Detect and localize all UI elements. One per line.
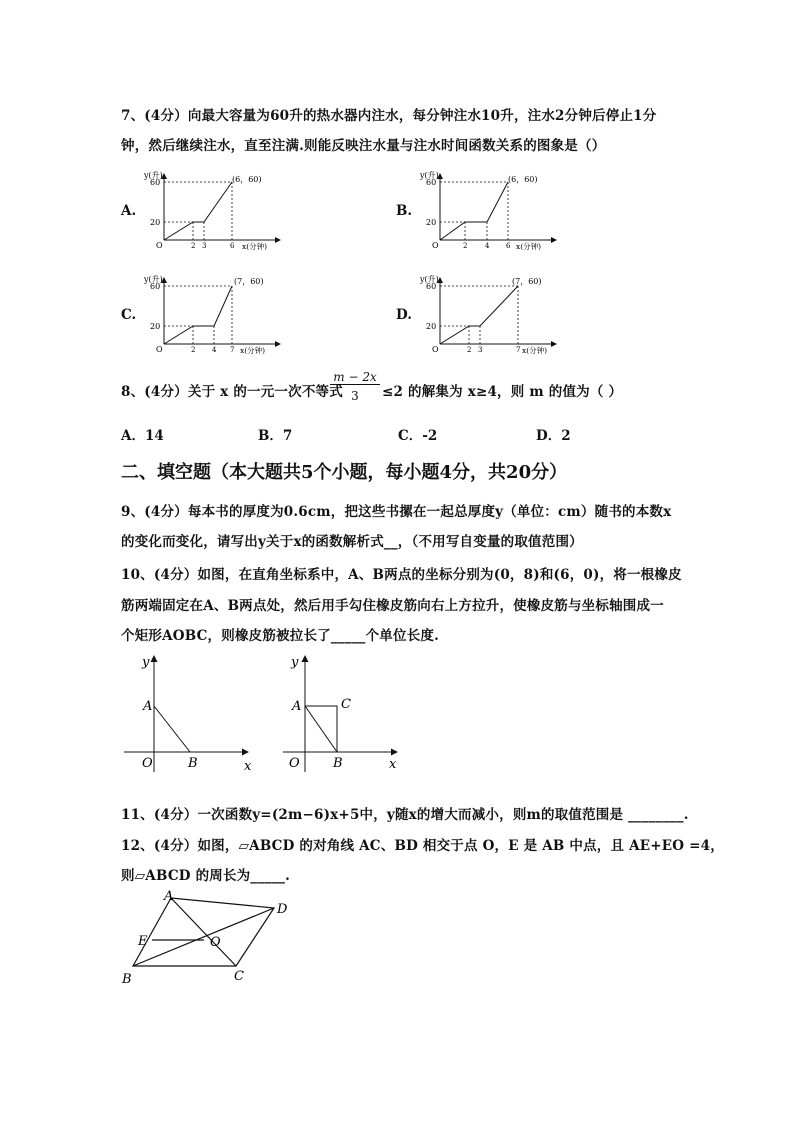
y-tick-20: 20 [426,322,437,331]
y-label: y(升) [420,275,439,284]
diagonal-bd [133,908,274,966]
graph-b-line [440,182,508,240]
q8-suffix: ≤2 的解集为 x≥4，则 m 的值为（ ） [382,384,623,400]
q7-option-b: B. [396,203,413,219]
q11-line: 11、(4分）一次函数y=(2m−6)x+5中，y随x的增大而减小，则m的取值范围是 ________. [121,807,689,823]
origin-label: O [142,756,153,771]
diagonal-ac [171,898,236,966]
section-heading: 二、填空题（本大题共5个小题，每小题4分，共20分） [121,462,568,483]
origin-label: O [432,345,439,354]
origin-label: O [432,241,439,250]
x-tick: 6 [230,242,235,250]
q7-option-d: D. [396,307,412,323]
point-a-label: A [164,889,174,904]
q10-line1: 10、(4分）如图，在直角坐标系中，A、B两点的坐标分别为(0，8)和(6，0)，将一根橡皮 [121,567,682,583]
y-tick-20: 20 [150,218,161,227]
point-b-label: B [188,756,198,771]
point-c-label: C [234,969,244,984]
q7-line2: 钟，然后继续注水，直至注满.则能反映注水量与注水时间函数关系的图象是（） [121,138,606,154]
x-tick: 7 [230,346,235,354]
q8-prefix: 8、(4分）关于 x 的一元一次不等式 [121,384,343,400]
y-tick-20: 20 [426,218,437,227]
point-d-label: D [277,902,288,917]
point-label: (7，60) [234,277,264,286]
graph-d-line [440,286,518,344]
x-label: x(分钟) [516,242,542,251]
y-label: y(升) [144,171,163,180]
point-b-label: B [333,756,343,771]
y-label: y(升) [420,171,439,180]
y-tick-60: 60 [150,178,161,187]
point-a-label: A [292,699,302,714]
y-label: y(升) [144,275,163,284]
q7-line1: 7、(4分）向最大容量为60升的热水器内注水，每分钟注水10升，注水2分钟后停止1分 [121,108,657,124]
origin-label: O [289,756,300,771]
point-b-label: B [122,972,132,987]
q12-line1: 12、(4分）如图，▱ABCD 的对角线 AC、BD 相交于点 O，E 是 AB 中点，且 AE+EO =4， [121,838,724,854]
segment-ab [305,706,337,752]
point-o-label: O [210,935,221,950]
point-label: (6，60) [232,175,262,184]
x-label: x(分钟) [242,242,268,251]
point-e-label: E [138,934,148,949]
q12-line2: 则▱ABCD 的周长为_____. [121,868,291,884]
point-a-label: A [143,699,153,714]
q8-frac-num: m − 2x [330,370,380,385]
y-tick-60: 60 [426,282,437,291]
q8-option-d: D．2 [536,428,571,444]
x-tick: 4 [485,242,490,250]
graph-c [140,272,290,360]
x-tick: 2 [191,242,196,250]
x-tick: 3 [202,242,207,250]
x-label: x(分钟) [240,346,266,355]
x-tick: 7 [516,346,521,354]
q10-line2: 筋两端固定在A、B两点处，然后用手勾住橡皮筋向右上方拉升，使橡皮筋与坐标轴围成一 [121,598,664,614]
origin-label: O [156,241,163,250]
x-tick: 6 [506,242,511,250]
x-tick: 3 [478,346,483,354]
x-label: x(分钟) [522,346,548,355]
x-label: x [389,757,397,772]
q9-line1: 9、(4分）每本书的厚度为0.6cm，把这些书摞在一起总厚度y（单位：cm）随书的本数x [121,504,672,520]
q10-figure-left [116,650,258,775]
y-tick-60: 60 [426,178,437,187]
point-label: (6，60) [508,175,538,184]
q7-option-a: A. [121,203,137,219]
x-label: x [244,759,252,774]
q8-option-b: B．7 [258,428,293,444]
x-tick: 2 [467,346,472,354]
segment-ab [154,706,190,752]
q10-line3: 个矩形AOBC，则橡皮筋被拉长了_____个单位长度. [121,628,439,644]
graph-d [416,272,566,360]
q8-frac-den: 3 [351,389,359,403]
x-tick: 2 [191,346,196,354]
point-label: (7，60) [512,277,542,286]
origin-label: O [156,345,163,354]
q12-parallelogram-figure [116,888,298,988]
graph-b [416,168,566,256]
y-label: y [291,655,299,670]
x-tick: 2 [463,242,468,250]
q7-option-c: C. [121,307,137,323]
q9-line2: 的变化而变化，请写出y关于x的函数解析式__，（不用写自变量的取值范围） [121,534,583,550]
y-tick-60: 60 [150,282,161,291]
graph-c-line [164,286,232,344]
graph-a [140,168,290,256]
y-label: y [142,655,150,670]
x-tick: 4 [212,346,217,354]
y-tick-20: 20 [150,322,161,331]
q10-figure-right [283,650,403,775]
q8-option-a: A．14 [121,428,164,444]
q8-option-c: C．-2 [398,428,438,444]
point-c-label: C [341,697,351,712]
graph-a-line [164,182,232,240]
